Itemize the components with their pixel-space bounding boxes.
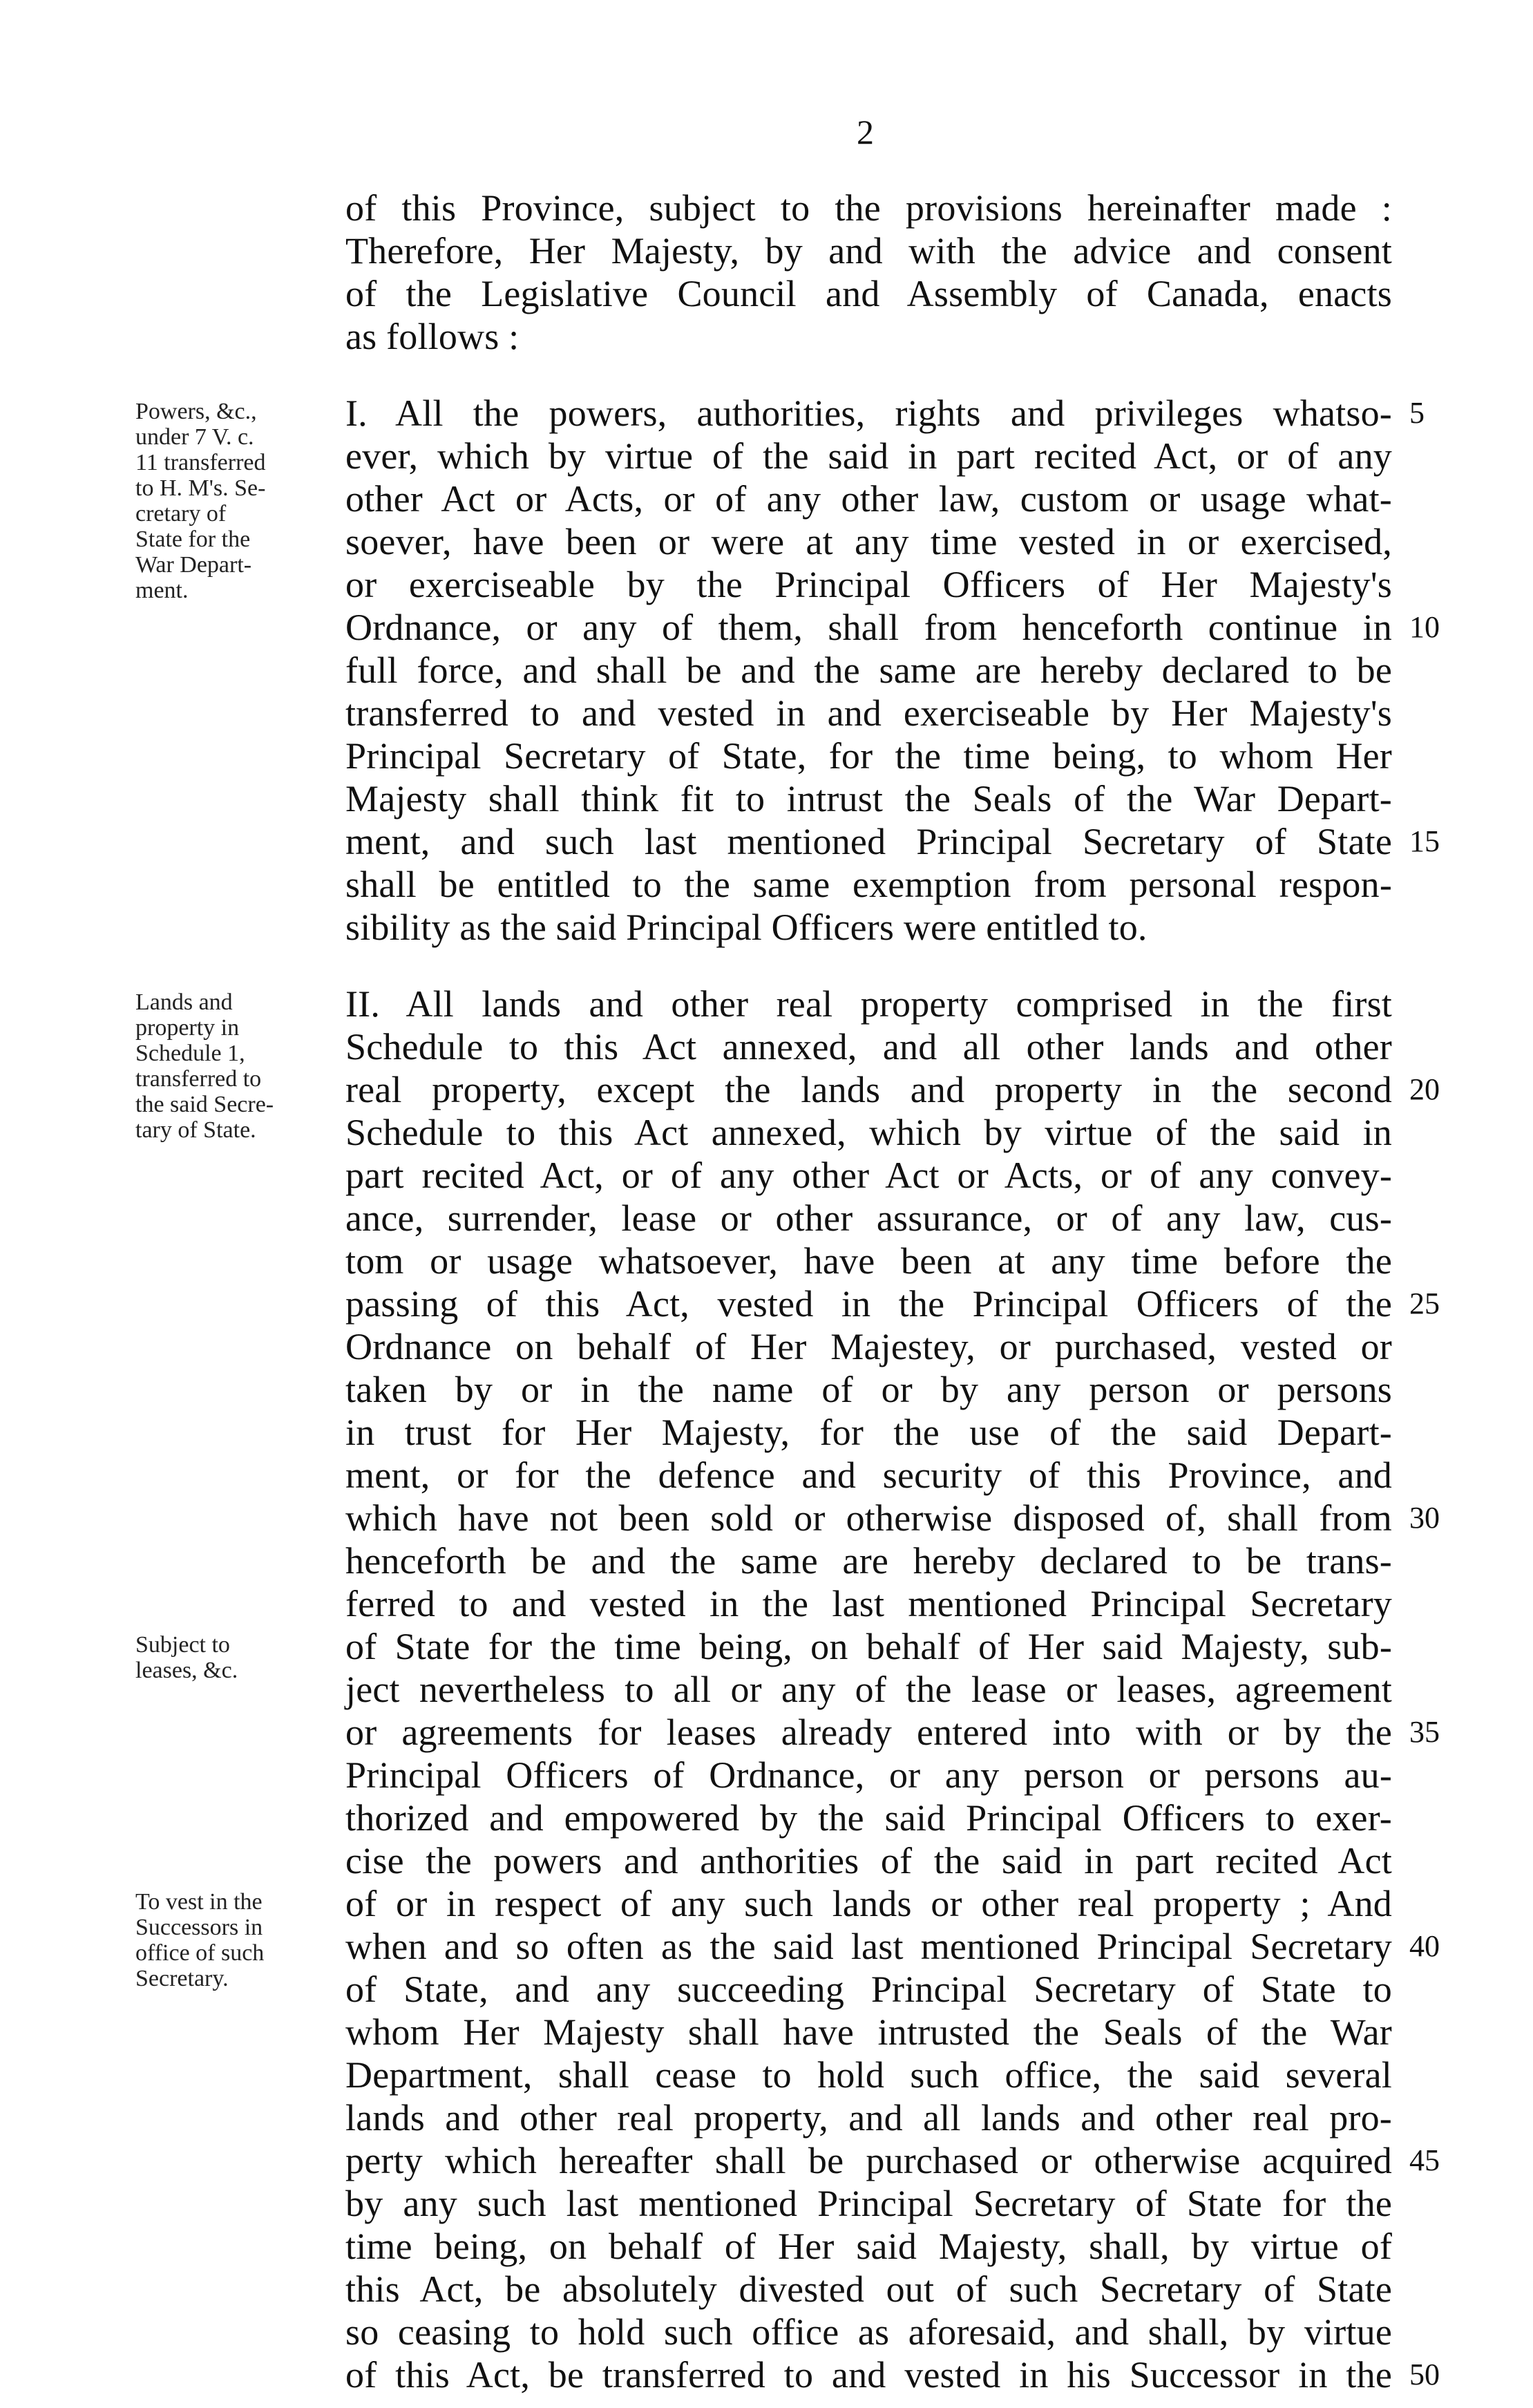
margin-note-line: under 7 V. c. bbox=[135, 424, 254, 450]
text-line: ment, and such last mentioned Principal Secretary of State bbox=[345, 821, 1392, 862]
margin-note-line: Successors in bbox=[135, 1915, 263, 1940]
text-line: of the Legislative Council and Assembly of Canada, enacts bbox=[345, 273, 1392, 314]
line-number: 35 bbox=[1409, 1715, 1440, 1749]
margin-note-line: Secretary. bbox=[135, 1966, 229, 1991]
margin-note-line: Schedule 1, bbox=[135, 1041, 245, 1066]
margin-note-line: To vest in the bbox=[135, 1889, 263, 1915]
text-line: II. All lands and other real property comprised in the first bbox=[345, 983, 1392, 1025]
text-line: Majesty shall think fit to intrust the Seals of the War Depart- bbox=[345, 778, 1392, 819]
line-number: 20 bbox=[1409, 1072, 1440, 1106]
text-line: Ordnance, or any of them, shall from henceforth continue in bbox=[345, 607, 1392, 648]
text-line: this Act, be absolutely divested out of such Secretary of State bbox=[345, 2268, 1392, 2310]
margin-note-lands bbox=[135, 989, 343, 1143]
margin-note-line: transferred to bbox=[135, 1066, 262, 1092]
margin-note-line: to H. M's. Se- bbox=[135, 475, 266, 501]
margin-note-line: the said Secre- bbox=[135, 1092, 274, 1117]
text-line: taken by or in the name of or by any person or persons bbox=[345, 1369, 1392, 1410]
text-line: in trust for Her Majesty, for the use of the said Depart- bbox=[345, 1412, 1392, 1453]
text-line: ment, or for the defence and security of this Province, and bbox=[345, 1454, 1392, 1496]
text-line: or agreements for leases already entered into with or by the bbox=[345, 1712, 1392, 1753]
text-line: Schedule to this Act annexed, and all other lands and other bbox=[345, 1026, 1392, 1068]
text-line: by any such last mentioned Principal Secretary of State for the bbox=[345, 2183, 1392, 2224]
text-line: of State for the time being, on behalf of Her said Majesty, sub- bbox=[345, 1626, 1392, 1667]
text-line: sibility as the said Principal Officers were entitled to. bbox=[345, 907, 1148, 948]
text-line: other Act or Acts, or of any other law, custom or usage what- bbox=[345, 478, 1392, 520]
margin-note-line: cretary of bbox=[135, 501, 227, 527]
line-number: 45 bbox=[1409, 2143, 1440, 2177]
text-line: ever, which by virtue of the said in part recited Act, or of any bbox=[345, 435, 1392, 477]
text-line: of State, and any succeeding Principal Secretary of State to bbox=[345, 1969, 1392, 2010]
text-line: shall be entitled to the same exemption from personal respon- bbox=[345, 864, 1392, 905]
text-line: or exerciseable by the Principal Officers of Her Majesty's bbox=[345, 564, 1392, 605]
margin-note-line: Powers, &c., bbox=[135, 399, 257, 424]
text-line: part recited Act, or of any other Act or Acts, or of any convey- bbox=[345, 1155, 1392, 1196]
text-line: Department, shall cease to hold such office, the said several bbox=[345, 2054, 1392, 2096]
text-line: passing of this Act, vested in the Principal Officers of the bbox=[345, 1283, 1392, 1325]
text-line: Principal Officers of Ordnance, or any person or persons au- bbox=[345, 1754, 1392, 1796]
text-line: whom Her Majesty shall have intrusted the Seals of the War bbox=[345, 2011, 1392, 2053]
text-line: so ceasing to hold such office as aforesaid, and shall, by virtue bbox=[345, 2311, 1392, 2353]
margin-note-successors bbox=[135, 1889, 343, 1991]
text-line: as follows : bbox=[345, 316, 520, 357]
text-line: real property, except the lands and property in the second bbox=[345, 1069, 1392, 1110]
text-line: lands and other real property, and all lands and other real pro- bbox=[345, 2097, 1392, 2139]
text-line: of or in respect of any such lands or other real property ; And bbox=[345, 1883, 1392, 1924]
text-line: ance, surrender, lease or other assurance, or of any law, cus- bbox=[345, 1197, 1392, 1239]
margin-note-powers bbox=[135, 399, 343, 603]
line-number: 50 bbox=[1409, 2358, 1440, 2391]
text-line: soever, have been or were at any time vested in or exercised, bbox=[345, 521, 1392, 562]
margin-note-line: 11 transferred bbox=[135, 450, 266, 475]
margin-note-line: State for the bbox=[135, 527, 251, 552]
text-line: of this Act, be transferred to and vested in his Successor in the bbox=[345, 2354, 1392, 2396]
text-line: which have not been sold or otherwise disposed of, shall from bbox=[345, 1497, 1392, 1539]
line-number: 15 bbox=[1409, 824, 1440, 858]
page-number: 2 bbox=[857, 113, 874, 151]
line-number: 5 bbox=[1409, 396, 1425, 430]
text-line: cise the powers and anthorities of the said in part recited Act bbox=[345, 1840, 1392, 1881]
text-line: henceforth be and the same are hereby declared to be trans- bbox=[345, 1540, 1392, 1582]
text-line: Principal Secretary of State, for the time being, to whom Her bbox=[345, 735, 1392, 777]
line-number: 10 bbox=[1409, 610, 1440, 644]
margin-note-line: leases, &c. bbox=[135, 1658, 238, 1683]
text-line: Therefore, Her Majesty, by and with the advice and consent bbox=[345, 230, 1392, 272]
margin-note-line: Lands and bbox=[135, 989, 233, 1015]
text-line: of this Province, subject to the provisions hereinafter made : bbox=[345, 187, 1392, 229]
text-line: when and so often as the said last mentioned Principal Secretary bbox=[345, 1926, 1392, 1967]
text-line: ject nevertheless to all or any of the lease or leases, agreement bbox=[345, 1669, 1392, 1710]
text-line: Schedule to this Act annexed, which by virtue of the said in bbox=[345, 1112, 1392, 1153]
text-line: Ordnance on behalf of Her Majestey, or purchased, vested or bbox=[345, 1326, 1392, 1367]
margin-note-line: ment. bbox=[135, 578, 189, 603]
text-line: I. All the powers, authorities, rights and privileges whatso- bbox=[345, 392, 1392, 434]
margin-note-line: Subject to bbox=[135, 1632, 230, 1658]
margin-note-line: office of such bbox=[135, 1940, 265, 1966]
text-line: full force, and shall be and the same are hereby declared to be bbox=[345, 650, 1392, 691]
margin-note-line: tary of State. bbox=[135, 1117, 256, 1143]
text-line: transferred to and vested in and exerciseable by Her Majesty's bbox=[345, 692, 1392, 734]
margin-note-line: War Depart- bbox=[135, 552, 252, 578]
text-line: perty which hereafter shall be purchased or otherwise acquired bbox=[345, 2140, 1392, 2181]
margin-note-leases bbox=[135, 1632, 343, 1683]
line-number: 30 bbox=[1409, 1501, 1440, 1535]
text-line: ferred to and vested in the last mentioned Principal Secretary bbox=[345, 1583, 1392, 1624]
line-number: 40 bbox=[1409, 1929, 1440, 1963]
margin-note-line: property in bbox=[135, 1015, 240, 1041]
text-line: tom or usage whatsoever, have been at any time before the bbox=[345, 1240, 1392, 1282]
line-number: 25 bbox=[1409, 1287, 1440, 1320]
text-line: thorized and empowered by the said Principal Officers to exer- bbox=[345, 1797, 1392, 1839]
text-line: time being, on behalf of Her said Majesty, shall, by virtue of bbox=[345, 2226, 1392, 2267]
